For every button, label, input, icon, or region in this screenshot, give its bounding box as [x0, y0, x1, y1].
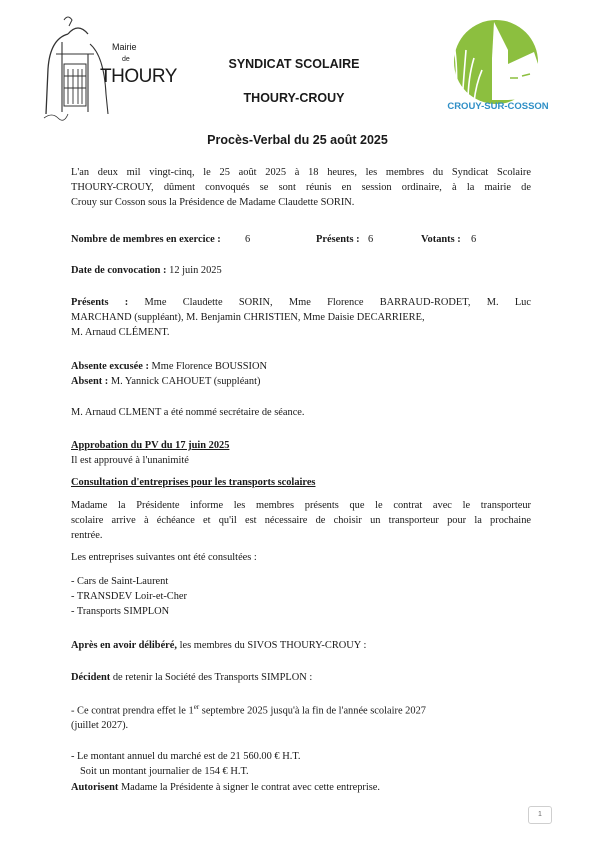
members-value: 6 [245, 234, 251, 245]
absente-excusee-label: Absente excusée : [71, 361, 149, 372]
amount-block [71, 749, 301, 779]
presents-label: Présents : [71, 297, 129, 308]
company-item: - TRANSDEV Loir-et-Cher [71, 591, 187, 602]
consultation-paragraph [71, 498, 531, 543]
absent-label: Absent : [71, 376, 109, 387]
logo-crouy-text: CROUY-SUR-COSSON [447, 101, 549, 112]
consultation-line: scolaire arrive à échéance et qu'il est nécessaire de choisir un transporteur pour la prochaine [71, 515, 531, 526]
thoury-logo [38, 14, 188, 126]
consultation-line: rentrée. [71, 530, 103, 541]
company-item: - Cars de Saint-Laurent [71, 576, 169, 587]
convocation-line [71, 263, 222, 278]
crouy-sur-cosson-logo [436, 18, 556, 130]
decision-bold: Décident [71, 672, 111, 683]
presents-names: Mme Claudette SORIN, Mme Florence BARRAUD-RODET, M. Luc [144, 297, 531, 308]
deliberation-bold: Après en avoir délibéré, [71, 640, 178, 651]
convocation-value: 12 juin 2025 [169, 265, 222, 276]
intro-line: THOURY-CROUY, dûment convoqués se sont réunis en session ordinaire, à la mairie de [71, 182, 531, 193]
contract-start-sup: er [193, 703, 200, 711]
secretary-line: M. Arnaud CLMENT a été nommé secrétaire de séance. [71, 407, 305, 418]
contract-start-line [71, 700, 541, 718]
header-title-line2: THOURY-CROUY [243, 91, 345, 105]
logo-thoury-text: THOURY [100, 66, 177, 87]
convocation-label: Date de convocation : [71, 265, 167, 276]
deliberation-rest: les membres du SIVOS THOURY-CROUY : [177, 640, 367, 651]
presents-line [71, 295, 531, 310]
authorization-bold: Autorisent [71, 782, 119, 793]
absente-excusee-line [71, 359, 267, 374]
authorization-rest: Madame la Présidente à signer le contrat avec cette entreprise. [118, 782, 381, 793]
intro-line: Crouy sur Cosson sous la Présidence de Madame Claudette SORIN. [71, 197, 355, 208]
companies-intro: Les entreprises suivantes ont été consultées : [71, 552, 257, 563]
authorization-line [71, 780, 380, 795]
contract-start-line2: (juillet 2027). [71, 720, 129, 732]
present-value: 6 [368, 234, 374, 245]
header-title-line1: SYNDICAT SCOLAIRE [228, 57, 360, 71]
logo-de-text: de [122, 56, 130, 63]
page-number: 1 [528, 806, 552, 824]
decision-line [71, 670, 312, 685]
company-item: - Transports SIMPLON [71, 606, 170, 617]
amount-line1: - Le montant annuel du marché est de 21 560.00 € H.T. [71, 751, 301, 762]
consultation-line: Madame la Présidente informe les membres présents que le contrat avec le transporteur [71, 500, 531, 511]
voters-label: Votants : [421, 234, 461, 245]
amount-line2: Soit un montant journalier de 154 € H.T. [80, 766, 249, 777]
logo-mairie-text: Mairie [112, 42, 137, 52]
present-label: Présents : [316, 234, 360, 245]
members-label: Nombre de membres en exercice : [71, 234, 221, 245]
presents-block [71, 295, 531, 340]
church-landscape-icon [436, 18, 556, 108]
contract-start [71, 700, 541, 733]
contract-start-before: - Ce contrat prendra effet le 1 [71, 705, 194, 717]
voters-value: 6 [471, 234, 477, 245]
absente-excusee-value: Mme Florence BOUSSION [151, 361, 267, 372]
absent-value: M. Yannick CAHOUET (suppléant) [110, 376, 261, 387]
approval-text: Il est approuvé à l'unanimité [71, 455, 189, 466]
contract-start-after: septembre 2025 jusqu'à la fin de l'année scolaire 2027 [199, 705, 426, 717]
absent-line [71, 374, 260, 389]
consultation-heading: Consultation d'entreprises pour les transports scolaires [71, 477, 316, 488]
presents-line: M. Arnaud CLÉMENT. [71, 327, 170, 338]
intro-paragraph [71, 165, 531, 210]
presents-line: MARCHAND (suppléant), M. Benjamin CHRISTIEN, Mme Daisie DECARRIERE, [71, 312, 425, 323]
doc-title: Procès-Verbal du 25 août 2025 [207, 133, 388, 147]
deliberation-line [71, 638, 366, 653]
companies-list [71, 574, 187, 619]
approval-heading: Approbation du PV du 17 juin 2025 [71, 440, 230, 451]
intro-line: L'an deux mil vingt-cinq, le 25 août 2025 à 18 heures, les membres du Syndicat Scolaire [71, 167, 531, 178]
decision-rest: de retenir la Société des Transports SIMPLON : [110, 672, 313, 683]
